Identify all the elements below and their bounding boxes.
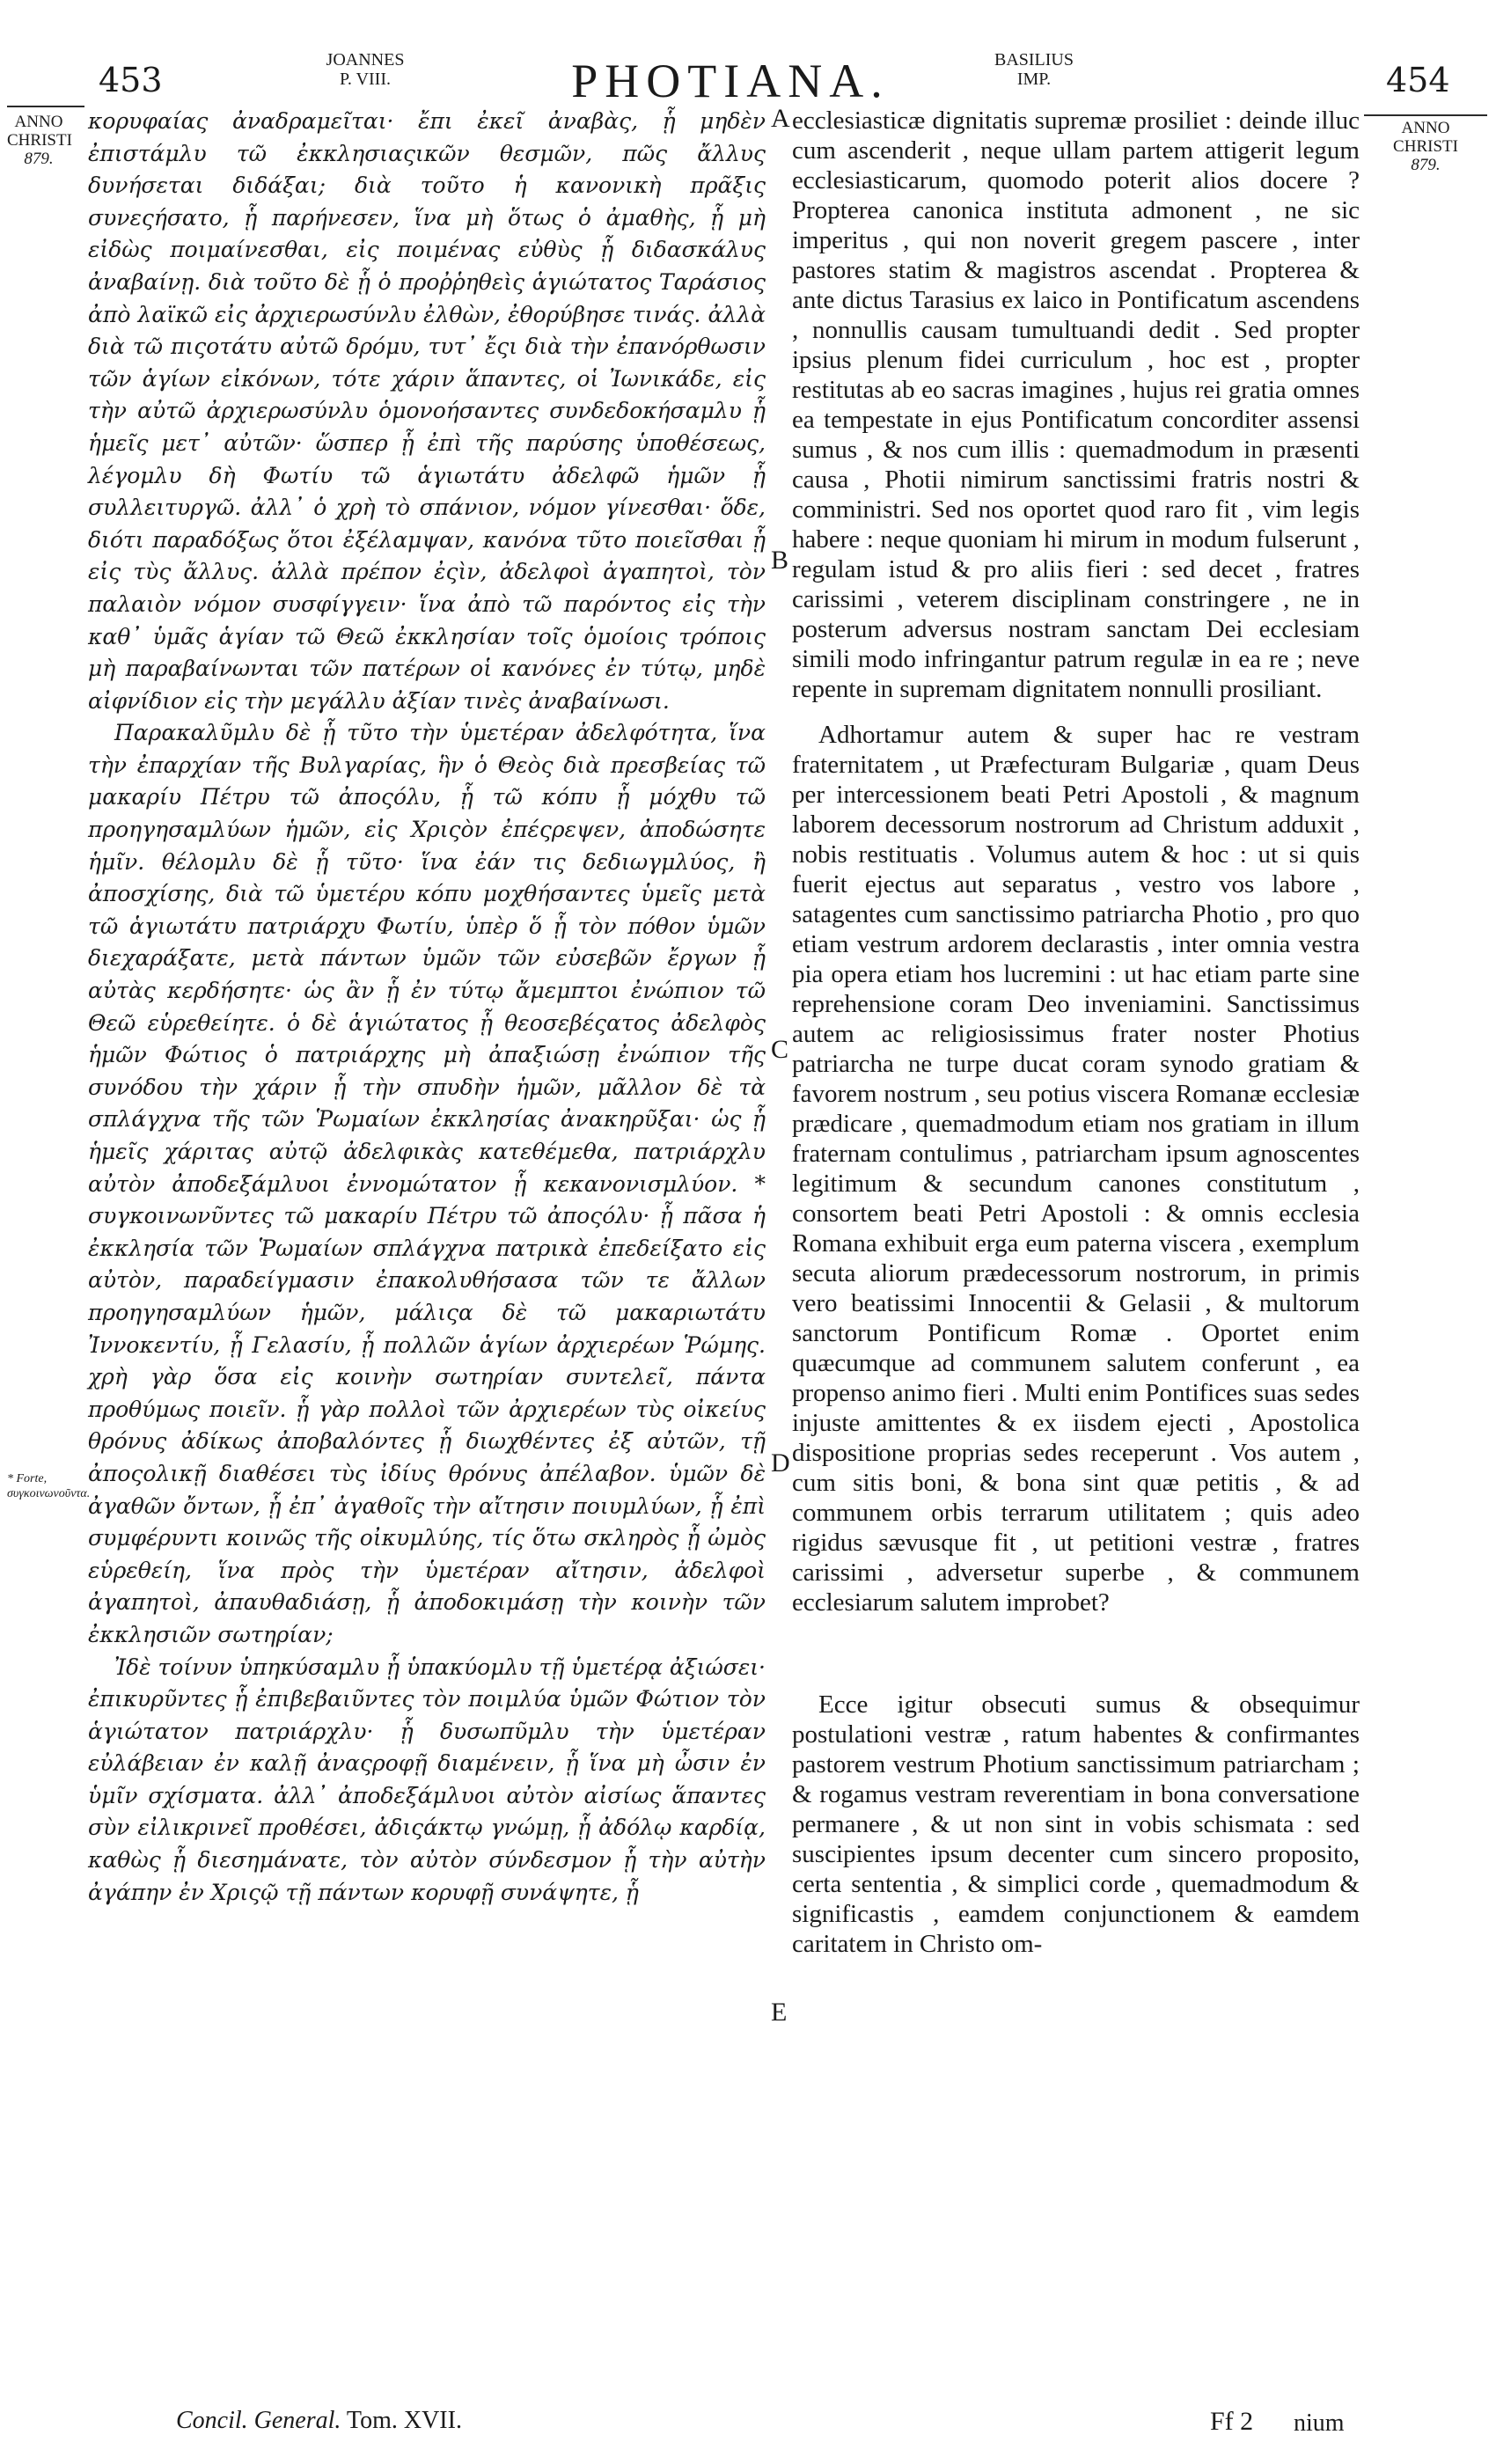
header-pope-name: JOANNES bbox=[326, 50, 405, 70]
left-margin-christi: CHRISTI bbox=[7, 131, 72, 150]
header-emperor-title: IMP. bbox=[1016, 70, 1052, 89]
left-margin-number: 879. bbox=[24, 150, 54, 168]
page-title: PHOTIANA. bbox=[571, 55, 890, 107]
margin-footnote: * Forte, συγκοινωνοῦντα. bbox=[7, 1472, 91, 1500]
right-margin-year bbox=[1368, 119, 1483, 174]
latin-paragraph-3: Ecce igitur obsecuti sumus & obsequimur postulationi vestræ , ratum habentes & confirmantes pastorem vestrum Photium sanctissimum patriarcham ; & rogamus vestram reverentiam in bona conversatione permanere , & ut non sint in vobis schismata : sed suscipientes ipsum decenter cum sincero proposito, certa sententia , & simplici corde , quemadmodum & significastis , eamdem conjunctionem & eamdem caritatem in Christo om- bbox=[792, 1690, 1360, 1958]
section-marker-a: A bbox=[771, 104, 790, 133]
greek-paragraph-1: κορυφαίας ἀναδραμεῖται· ἔπι ἐκεῖ ἀναβὰς, ᾗ μηδὲν ἐπιστάμλυ τῶ ἐκκλησιαςικῶν θεσμῶν, πῶς ἄλλυς δυνήσεται διδάξαι; διὰ τοῦτο ἡ κανονικὴ πρᾶξις συνεςήσατο, ᾗ παρήνεσεν, ἵνα μὴ ὅτως ὁ ἀμαθὴς, ᾗ μὴ εἰδὼς ποιμαίνεσθαι, εἰς ποιμένας εὐθὺς ᾗ διδασκάλυς ἀναβαίνῃ. διὰ τοῦτο δὲ ᾗ ὁ προῤῥηθεὶς ἁγιώτατος Ταράσιος ἀπὸ λαϊκῶ εἰς ἀρχιερωσύνλυ ἐλθὼν, ἐθορύβησε τινάς. ἀλλὰ διὰ τῶ πιςοτάτυ αὐτῶ δρόμυ, τυτ᾽ ἔςι διὰ τὴν ἐπανόρθωσιν τῶν ἁγίων εἰκόνων, τότε χάριν ἅπαντες, οἱ Ἰωνικάδε, εἰς τὴν αὐτῶ ἀρχιερωσύνλυ ὁμονοήσαντες συνδεδοκήσαμλυ ᾗ ἡμεῖς μετ᾽ αὐτῶν· ὥσπερ ᾗ ἐπὶ τῆς παρύσης ὑποθέσεως, λέγομλυ δὴ Φωτίυ τῶ ἁγιωτάτυ ἀδελφῶ ἡμῶν ᾗ συλλειτυργῶ. ἀλλ᾽ ὁ χρὴ τὸ σπάνιον, νόμον γίνεσθαι· ὅδε, διότι παραδόξως ὅτοι ἐξέλαμψαν, κανόνα τῦτο ποιεῖσθαι ᾗ εἰς τὺς ἄλλυς. ἀλλὰ πρέπον ἐςὶν, ἀδελφοὶ ἀγαπητοὶ, τὸν παλαιὸν νόμον συσφίγγειν· ἵνα ἀπὸ τῶ παρόντος εἰς τὴν καθ᾽ ὑμᾶς ἁγίαν τῶ Θεῶ ἐκκλησίαν τοῖς ὁμοίοις τρόποις μὴ παραβαίνωνται τῶν πατέρων οἱ κανόνες ἐν τύτῳ, μηδὲ αἰφνίδιον εἰς τὴν μεγάλλυ ἀξίαν τινὲς ἀναβαίνωσι. bbox=[88, 108, 766, 714]
right-margin-number: 879. bbox=[1411, 156, 1441, 174]
greek-paragraph-2: Παρακαλῦμλυ δὲ ᾗ τῦτο τὴν ὑμετέραν ἀδελφότητα, ἵνα τὴν ἐπαρχίαν τῆς Βυλγαρίας, ἣν ὁ Θεὸς διὰ πρεσβείας τῶ μακαρίυ Πέτρυ τῶ ἀποςόλυ, ᾗ τῶ κόπυ ᾗ μόχθυ τῶ προηγησαμλύων ἡμῶν, εἰς Χριςὸν ἐπέςρεψεν, ἀποδώσητε ἡμῖν. θέλομλυ δὲ ᾗ τῦτο· ἵνα ἐάν τις δεδιωγμλύος, ἢ ἀποσχίσης, διὰ τῶ ὑμετέρυ κόπυ μοχθήσαντες ὑμεῖς μετὰ τῶ ἁγιωτάτυ πατριάρχυ Φωτίυ, ὑπὲρ ὅ ᾗ τὸν πόθον ὑμῶν διεχαράξατε, μετὰ πάντων ὑμῶν τῶν εὐσεβῶν ἔργων ᾗ αὐτὰς κερδήσητε· ὡς ἂν ᾗ ἐν τύτῳ ἄμεμπτοι ἐνώπιον τῶ Θεῶ εὑρεθείητε. ὁ δὲ ἁγιώτατος ᾗ θεοσεβέςατος ἀδελφὸς ἡμῶν Φώτιος ὁ πατριάρχης μὴ ἀπαξιώσῃ ἐνώπιον τῆς συνόδου τὴν χάριν ᾗ τὴν σπυδὴν ἡμῶν, μᾶλλον δὲ τὰ σπλάγχνα τῆς τῶν Ῥωμαίων ἐκκλησίας ἀνακηρῦξαι· ὡς ᾗ ἡμεῖς χάριτας αὐτῷ ἀδελφικὰς κατεθέμεθα, πατριάρχλυ αὐτὸν ἀποδεξάμλυοι ἐννομώτατον ᾗ κεκανονισμλύον. * συγκοινωνῦντες τῶ μακαρίυ Πέτρυ τῶ ἀποςόλυ· ᾗ πᾶσα ἡ ἐκκλησία τῶν Ῥωμαίων σπλάγχνα πατρικὰ ἐπεδείξατο εἰς αὐτὸν, παραδείγμασιν ἐπακολυθήσασα τῶν τε ἄλλων προηγησαμλύων ἡμῶν, μάλιςα δὲ τῶ μακαριωτάτυ Ἰννοκεντίυ, ᾗ Γελασίυ, ᾗ πολλῶν ἁγίων ἀρχιερέων Ῥώμης. χρὴ γὰρ ὅσα εἰς κοινὴν σωτηρίαν συντελεῖ, πάντα προθύμως ποιεῖν. ᾗ γὰρ πολλοὶ τῶν ἀρχιερέων τὺς οἰκείυς θρόνυς ἀδίκως ἀποβαλόντες ᾗ διωχθέντες ἐξ αὐτῶν, τῇ ἀποςολικῇ διαθέσει τὺς ἰδίυς θρόνυς ἀπέλαβον. ὑμῶν δὲ ἀγαθῶν ὄντων, ᾗ ἐπ᾽ ἀγαθοῖς τὴν αἴτησιν ποιυμλύων, ᾗ ἐπὶ συμφέρυντι κοινῶς τῆς οἰκυμλύης, τίς ὅτω σκληρὸς ᾗ ὠμὸς εὑρεθείη, ἵνα πρὸς τὴν ὑμετέραν αἴτησιν, ἀδελφοὶ ἀγαπητοὶ, ἀπαυθαδιάσῃ, ᾗ ἀποδοκιμάσῃ τὴν κοινὴν τῶν ἐκκλησιῶν σωτηρίαν; bbox=[88, 720, 766, 1647]
right-margin-anno: ANNO bbox=[1401, 119, 1450, 137]
header-emperor-label bbox=[981, 50, 1087, 89]
latin-paragraph-1: ecclesiasticæ dignitatis supremæ prosiliet : deinde illuc cum ascenderit , neque ullam partem attigerit legum ecclesiasticarum, quomodo poterit alios docere ? Propterea canonica instituta admonent , ne sic imperitus , qui non noverit gregem pascere , inter pastores statim & magistros ascendat . Propterea & ante dictus Tarasius ex laico in Pontificatum ascendens , nonnullis causam tumultuandi dedit . Sed propter ipsius plenum fidei curriculum , hoc est , propter restitutas ab eo sacras imagines , hujus rei gratia omnes ea tempestate in ejus Pontificatum concorditer assensi sumus , & nos cum illis : quemadmodum in præsenti causa , Photii nimirum sanctissimi fratris nostri & comministri. Sed nos oportet quod raro fit , vim legis habere : neque quoniam hi mirum in modum fulserunt , regulam istud & pro aliis fieri : sed decet , fratres carissimi , veterem disciplinam constringere , ne in posterum adversus nostram sanctam Dei ecclesiam simili modo infringantur patrum regulæ in ea re ; neve repente in supremam dignitatem nonnulli prosiliant. bbox=[792, 106, 1360, 703]
greek-paragraph-3: Ἰδὲ τοίνυν ὑπηκύσαμλυ ᾗ ὑπακύομλυ τῇ ὑμετέρᾳ ἀξιώσει· ἐπικυρῦντες ᾗ ἐπιβεβαιῦντες τὸν ποιμλύα ὑμῶν Φώτιον τὸν ἁγιώτατον πατριάρχλυ· ᾗ δυσωπῦμλυ τὴν ὑμετέραν εὐλάβειαν ἐν καλῇ ἀναςροφῇ διαμένειν, ᾗ ἵνα μὴ ὦσιν ἐν ὑμῖν σχίσματα. ἀλλ᾽ ἀποδεξάμλυοι αὐτὸν αἰσίως ἅπαντες σὺν εἰλικρινεῖ προθέσει, ἀδιςάκτῳ γνώμῃ, ᾗ ἀδόλῳ καρδίᾳ, καθὼς ᾗ διεσημάνατε, τὸν αὐτὸν σύνδεσμον ᾗ τὴν αὐτὴν ἀγάπην ἐν Χριςῷ τῇ πάντων κορυφῇ συνάψητε, ᾗ bbox=[88, 1654, 766, 1905]
section-marker-b: B bbox=[771, 546, 789, 575]
header-pope-label bbox=[312, 50, 418, 89]
footer-catchword: nium bbox=[1294, 2409, 1345, 2437]
greek-column bbox=[88, 106, 766, 1909]
header-emperor-name: BASILIUS bbox=[994, 50, 1074, 70]
section-marker-e: E bbox=[771, 1998, 788, 2027]
footer-council-title: Concil. General. bbox=[176, 2407, 341, 2434]
left-margin-rule bbox=[7, 106, 84, 107]
right-margin-christi: CHRISTI bbox=[1393, 137, 1458, 156]
running-header bbox=[0, 48, 1496, 110]
right-page-number: 454 bbox=[1386, 61, 1450, 99]
header-pope-number: P. VIII. bbox=[340, 70, 391, 89]
latin-column bbox=[792, 106, 1360, 1959]
footer-signature: Ff 2 bbox=[1210, 2407, 1254, 2436]
footer-source bbox=[176, 2407, 462, 2435]
left-margin-year bbox=[7, 113, 70, 168]
footer-volume: Tom. XVII. bbox=[346, 2407, 462, 2434]
latin-paragraph-2: Adhortamur autem & super hac re vestram fraternitatem , ut Præfecturam Bulgariæ , quam Deus per intercessionem beati Petri Apostoli , & magnum laborem decessorum nostrorum ad Christum adduxit , nobis restituatis . Volumus autem & hoc : ut si quis fuerit ejectus aut separatus , vestro vos labore , satagentes cum sanctissimo patriarcha Photio , pro quo etiam vestrum ardorem declarastis , inter omnia vestra pia opera etiam hos lucremini : ut hac etiam parte sine reprehensione coram Deo inveniamini. Sanctissimus autem ac religiosissimus frater noster Photius patriarcha ne turpe ducat coram synodo gratiam & favorem nostrum , seu potius viscera Romanæ ecclesiæ prædicare , quemadmodum etiam nos gratiam in illum fraternam contulimus , patriarcham ipsum agnoscentes legitimum & secundum canones constitutum , consortem beati Petri Apostoli : & omnis ecclesia Romana exhibuit erga eum paterna viscera , exemplum secuta aliorum prædecessorum nostrorum, in primis vero beatissimi Innocentii & Gelasii , & multorum sanctorum Pontificum Romæ . Oportet enim quæcumque ad communem salutem conferunt , ea propenso animo fieri . Multi enim Pontifices suas sedes injuste amittentes & ex iisdem ejecti , Apostolica dispositione proprias sedes receperunt . Vos autem , cum sitis boni, & bona sint quæ petitis , & ad communem orbis terrarum utilitatem ; quis adeo rigidus sævusque fit , ut petitioni vestræ , fratres carissimi , adversetur superbe , & communem ecclesiarum salutem improbet? bbox=[792, 721, 1360, 1617]
left-margin-anno: ANNO bbox=[14, 113, 63, 131]
section-marker-c: C bbox=[771, 1035, 789, 1064]
right-margin-rule bbox=[1364, 114, 1487, 116]
left-page-number: 453 bbox=[99, 61, 163, 99]
section-marker-d: D bbox=[771, 1448, 790, 1478]
